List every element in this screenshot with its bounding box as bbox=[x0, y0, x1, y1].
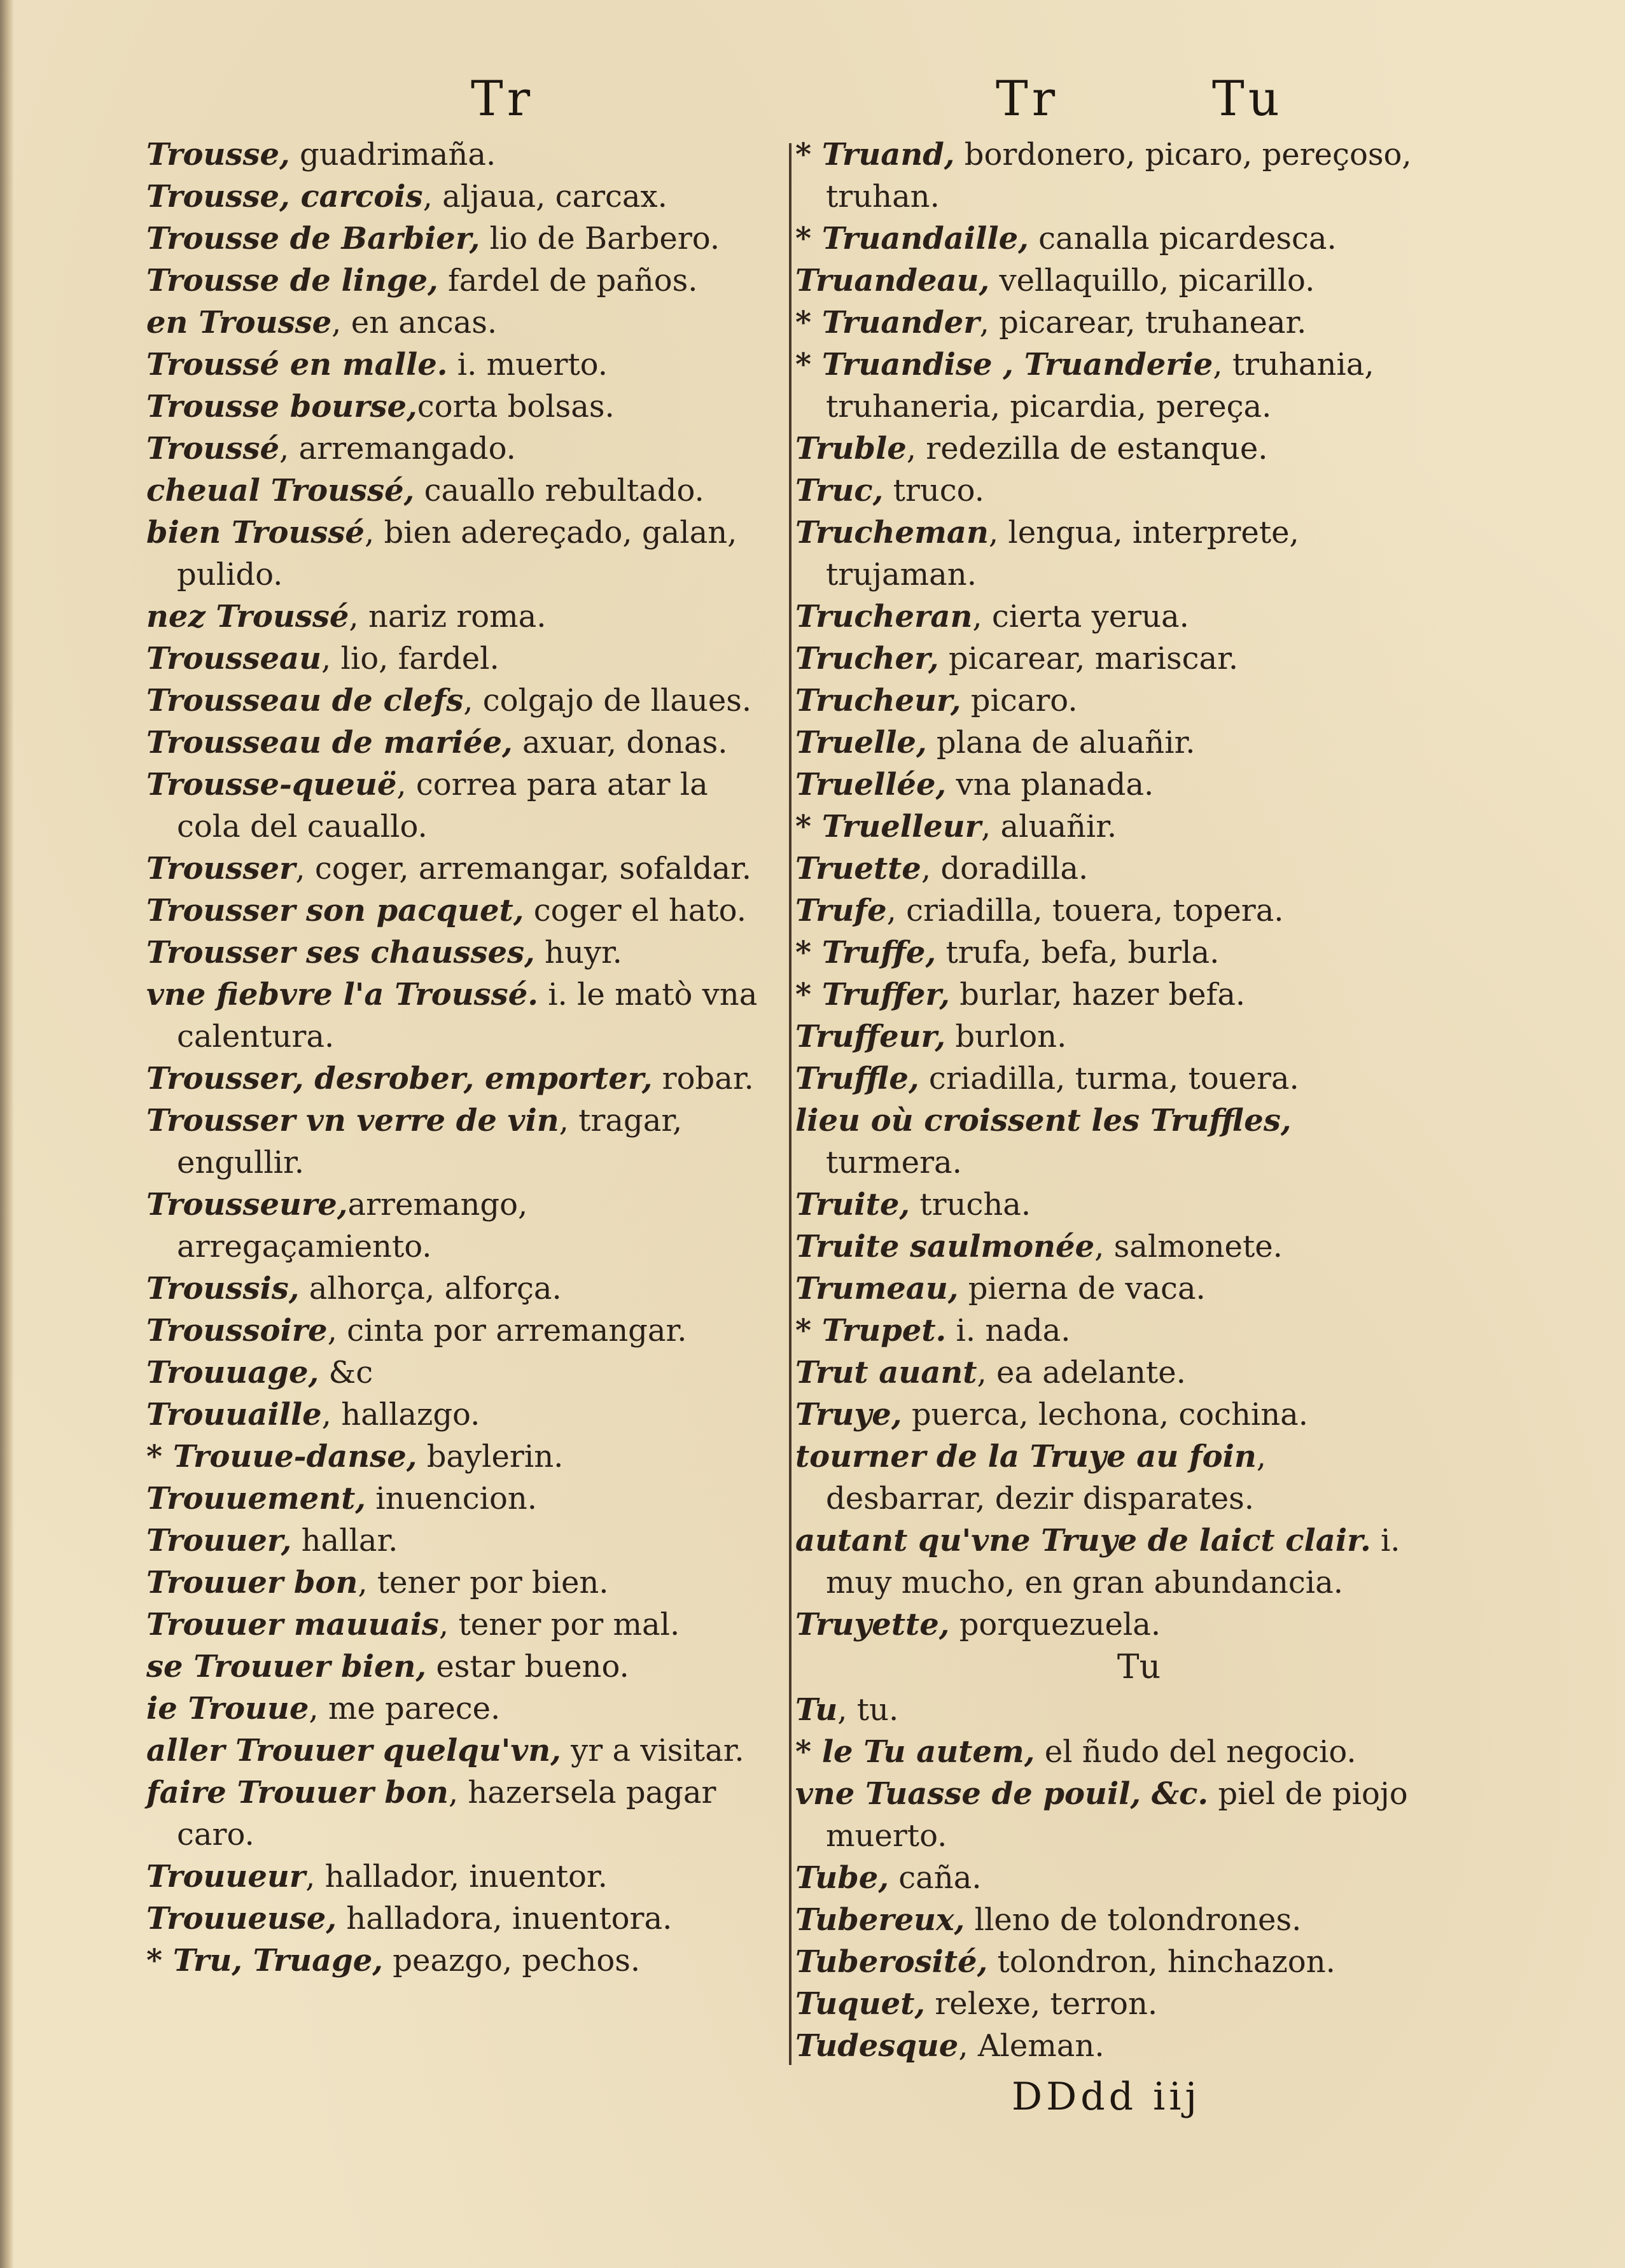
entry-translation: relexe, terron. bbox=[925, 1986, 1158, 2022]
binding-edge bbox=[0, 0, 14, 2268]
entry-translation: , aljaua, carcax. bbox=[422, 179, 667, 214]
dictionary-entry bbox=[795, 722, 1432, 764]
entry-headword: Truite saulmonée bbox=[795, 1229, 1095, 1264]
entry-headword: Trucher, bbox=[795, 641, 939, 676]
dictionary-entry bbox=[146, 1604, 779, 1646]
entry-headword: Tube, bbox=[795, 1860, 889, 1896]
running-head-right-a: Tr bbox=[996, 70, 1059, 127]
dictionary-entry bbox=[795, 428, 1432, 470]
dictionary-entry bbox=[795, 680, 1432, 722]
dictionary-entry bbox=[146, 260, 779, 302]
entry-headword: Trumeau, bbox=[795, 1271, 959, 1306]
entry-translation: , hallador, inuentor. bbox=[305, 1859, 608, 1894]
dictionary-entry bbox=[146, 134, 779, 176]
entry-translation: arremango, arregaçamiento. bbox=[177, 1187, 528, 1264]
entry-headword: Trousser ses chausses, bbox=[146, 935, 535, 970]
dictionary-entry bbox=[146, 1772, 779, 1856]
dictionary-entry bbox=[795, 764, 1432, 806]
entry-translation: , coger, arremangar, sofaldar. bbox=[295, 851, 751, 886]
entry-translation: , hazersela pagar caro. bbox=[177, 1775, 716, 1852]
left-column bbox=[146, 134, 779, 1982]
entry-headword: Trucheran bbox=[795, 599, 973, 634]
entry-translation: puerca, lechona, cochina. bbox=[902, 1397, 1309, 1432]
entry-translation: criadilla, turma, touera. bbox=[919, 1061, 1299, 1096]
entry-translation: cauallo rebultado. bbox=[414, 473, 704, 508]
dictionary-entry bbox=[795, 1520, 1432, 1604]
entry-headword: Truffle, bbox=[795, 1061, 919, 1096]
entry-headword: Truble bbox=[795, 431, 907, 466]
entry-translation: robar. bbox=[652, 1061, 754, 1096]
dictionary-entry bbox=[795, 1352, 1432, 1394]
entry-headword: se Trouuer bien, bbox=[146, 1649, 427, 1684]
entry-headword: Troussoire bbox=[146, 1313, 328, 1348]
entry-headword: Trousseau de clefs bbox=[146, 683, 464, 718]
dictionary-entry bbox=[795, 1689, 1432, 1731]
entry-translation: , cierta yerua. bbox=[972, 599, 1189, 634]
entry-headword: Trouuer mauuais bbox=[146, 1607, 439, 1642]
dictionary-entry bbox=[795, 1983, 1432, 2025]
entry-translation: , hallazgo. bbox=[321, 1397, 480, 1432]
dictionary-entry bbox=[795, 848, 1432, 890]
dictionary-entry bbox=[146, 1730, 779, 1772]
entry-headword: Truc, bbox=[795, 473, 884, 508]
entry-translation: trucha. bbox=[910, 1187, 1031, 1222]
entry-translation: , redezilla de estanque. bbox=[906, 431, 1268, 466]
dictionary-entry bbox=[146, 680, 779, 722]
dictionary-entry bbox=[146, 932, 779, 974]
entry-translation: , bien adereçado, galan, pulido. bbox=[177, 515, 737, 592]
dictionary-entry bbox=[146, 512, 779, 596]
entry-translation: tolondron, hinchazon. bbox=[987, 1944, 1336, 1980]
entry-translation: vna planada. bbox=[946, 767, 1154, 802]
dictionary-entry bbox=[146, 428, 779, 470]
entry-headword: Trucheman bbox=[795, 515, 989, 550]
dictionary-entry bbox=[146, 1058, 779, 1100]
dictionary-entry bbox=[795, 1058, 1432, 1100]
entry-headword: Trouueur bbox=[146, 1859, 306, 1894]
entry-headword: Tudesque bbox=[795, 2028, 959, 2064]
entry-headword: lieu où croissent les Truffles, bbox=[795, 1103, 1292, 1138]
entry-translation: , me parece. bbox=[309, 1691, 501, 1726]
entry-headword: Trousser son pacquet, bbox=[146, 893, 524, 928]
entry-headword: Trouuaille bbox=[146, 1397, 322, 1432]
entry-headword: cheual Troussé, bbox=[146, 473, 415, 508]
entry-headword: Tuquet, bbox=[795, 1986, 926, 2022]
dictionary-entry bbox=[795, 1899, 1432, 1941]
entry-headword: * Truand, bbox=[795, 137, 955, 172]
dictionary-entry bbox=[146, 1898, 779, 1940]
entry-headword: Trousser vn verre de vin bbox=[146, 1103, 559, 1138]
entry-translation: peazgo, pechos. bbox=[382, 1943, 641, 1978]
dictionary-entry bbox=[795, 1016, 1432, 1058]
entry-translation: , picarear, truhanear. bbox=[979, 305, 1307, 340]
dictionary-entry bbox=[146, 1520, 779, 1562]
entry-headword: en Trousse bbox=[146, 305, 332, 340]
entry-translation: , truhania, truhaneria, picardia, pereça. bbox=[826, 347, 1374, 424]
dictionary-entry bbox=[146, 764, 779, 848]
entry-translation: , correa para atar la cola del cauallo. bbox=[177, 767, 708, 844]
entry-headword: Trouuage, bbox=[146, 1355, 319, 1390]
entry-headword: Truye, bbox=[795, 1397, 902, 1432]
entry-translation: , tener por mal. bbox=[438, 1607, 680, 1642]
entry-translation: picarear, mariscar. bbox=[938, 641, 1239, 676]
dictionary-entry bbox=[146, 302, 779, 344]
entry-headword: Truffeur, bbox=[795, 1019, 946, 1054]
entry-translation: canalla picardesca. bbox=[1028, 221, 1337, 256]
dictionary-entry bbox=[146, 218, 779, 260]
dictionary-entry bbox=[795, 1394, 1432, 1436]
entry-headword: * Truander bbox=[795, 305, 980, 340]
entry-translation: bordonero, picaro, pereçoso, truhan. bbox=[826, 137, 1412, 214]
entry-translation: , en ancas. bbox=[331, 305, 498, 340]
entry-headword: Trousse de linge, bbox=[146, 263, 438, 298]
dictionary-entry bbox=[795, 1226, 1432, 1268]
entry-translation: piel de piojo muerto. bbox=[826, 1776, 1408, 1854]
dictionary-entry bbox=[795, 1436, 1432, 1520]
entry-translation: i. le matò vna calentura. bbox=[177, 977, 758, 1054]
entry-translation: guadrimaña. bbox=[289, 137, 496, 172]
dictionary-entry bbox=[146, 386, 779, 428]
entry-translation: , doradilla. bbox=[921, 851, 1089, 886]
entry-headword: Tu bbox=[795, 1692, 838, 1728]
entry-headword: * Tru, Truage, bbox=[146, 1943, 383, 1978]
entry-headword: Trousse-queuë bbox=[146, 767, 397, 802]
entry-headword: Troussis, bbox=[146, 1271, 300, 1306]
entry-translation: , criadilla, touera, topera. bbox=[886, 893, 1284, 928]
dictionary-entry bbox=[795, 932, 1432, 974]
dictionary-entry bbox=[146, 1478, 779, 1520]
entry-headword: nez Troussé bbox=[146, 599, 349, 634]
entry-headword: * le Tu autem, bbox=[795, 1734, 1035, 1770]
dictionary-entry bbox=[146, 848, 779, 890]
entry-translation: porquezuela. bbox=[949, 1607, 1161, 1642]
entry-translation: inuencion. bbox=[365, 1481, 538, 1516]
dictionary-entry bbox=[795, 470, 1432, 512]
dictionary-entry bbox=[146, 176, 779, 218]
entry-headword: * Truandaille, bbox=[795, 221, 1029, 256]
entry-headword: Troussé en malle. bbox=[146, 347, 448, 382]
entry-translation: huyr. bbox=[534, 935, 622, 970]
dictionary-entry bbox=[795, 974, 1432, 1016]
entry-translation: , ea adelante. bbox=[977, 1355, 1186, 1390]
running-head-left: Tr bbox=[471, 70, 534, 127]
entry-translation: hallar. bbox=[291, 1523, 398, 1558]
dictionary-entry bbox=[146, 1184, 779, 1268]
dictionary-entry bbox=[795, 806, 1432, 848]
dictionary-entry bbox=[146, 1268, 779, 1310]
entry-translation: el ñudo del negocio. bbox=[1035, 1734, 1356, 1770]
entry-translation: , tragar, engullir. bbox=[177, 1103, 683, 1180]
entry-headword: Trut auant bbox=[795, 1355, 977, 1390]
entry-translation: trufa, befa, burla. bbox=[936, 935, 1220, 970]
dictionary-entry bbox=[795, 2025, 1432, 2067]
entry-headword: Trouueuse, bbox=[146, 1901, 337, 1936]
entry-headword: Truite, bbox=[795, 1187, 910, 1222]
entry-translation: , aluañir. bbox=[980, 809, 1117, 844]
entry-translation: , lengua, interprete, trujaman. bbox=[826, 515, 1299, 592]
entry-headword: Trousse de Barbier, bbox=[146, 221, 480, 256]
dictionary-entry bbox=[146, 1646, 779, 1688]
dictionary-entry bbox=[795, 1604, 1432, 1646]
entry-translation: picaro. bbox=[961, 683, 1078, 718]
entry-headword: Trousseure, bbox=[146, 1187, 348, 1222]
entry-headword: Tubereux, bbox=[795, 1902, 965, 1938]
entry-translation: , tu. bbox=[837, 1692, 899, 1728]
dictionary-entry bbox=[795, 1857, 1432, 1899]
dictionary-entry bbox=[146, 1856, 779, 1898]
entry-headword: Trousse bourse, bbox=[146, 389, 417, 424]
dictionary-entry bbox=[146, 1940, 779, 1982]
dictionary-entry bbox=[795, 1941, 1432, 1983]
entry-translation: plana de aluañir. bbox=[926, 725, 1196, 760]
entry-translation: , colgajo de llaues. bbox=[463, 683, 752, 718]
entry-headword: ie Trouue bbox=[146, 1691, 309, 1726]
entry-headword: bien Troussé bbox=[146, 515, 365, 550]
entry-headword: Trouuer bon bbox=[146, 1565, 358, 1600]
dictionary-entry bbox=[795, 512, 1432, 596]
dictionary-entry bbox=[795, 890, 1432, 932]
entry-headword: Trousse, carcois bbox=[146, 179, 423, 214]
dictionary-entry bbox=[795, 260, 1432, 302]
entry-translation: alhorça, alforça. bbox=[299, 1271, 562, 1306]
column-divider bbox=[789, 143, 792, 2065]
entry-translation: coger el hato. bbox=[524, 893, 746, 928]
dictionary-entry bbox=[795, 596, 1432, 638]
entry-headword: Truyette, bbox=[795, 1607, 950, 1642]
entry-headword: Truandeau, bbox=[795, 263, 990, 298]
dictionary-entry bbox=[146, 1100, 779, 1184]
entry-translation: , desbarrar, dezir disparates. bbox=[826, 1439, 1266, 1516]
entry-translation: halladora, inuentora. bbox=[337, 1901, 673, 1936]
dictionary-entry bbox=[146, 1436, 779, 1478]
entry-translation: i. nada. bbox=[946, 1313, 1071, 1348]
entry-headword: Truelle, bbox=[795, 725, 927, 760]
running-head-right-b: Tu bbox=[1212, 70, 1283, 127]
entry-headword: Trousser, desrober, emporter, bbox=[146, 1061, 653, 1096]
entry-translation: yr a visitar. bbox=[561, 1733, 744, 1768]
entry-translation: baylerin. bbox=[417, 1439, 564, 1474]
dictionary-entry bbox=[795, 1731, 1432, 1773]
entry-translation: , salmonete. bbox=[1094, 1229, 1283, 1264]
dictionary-entry bbox=[146, 1310, 779, 1352]
entry-translation: lleno de tolondrones. bbox=[965, 1902, 1302, 1938]
dictionary-entry bbox=[795, 638, 1432, 680]
dictionary-entry bbox=[146, 1394, 779, 1436]
entry-headword: autant qu'vne Truye de laict clair. bbox=[795, 1523, 1371, 1558]
dictionary-entry bbox=[795, 1100, 1432, 1184]
dictionary-entry bbox=[146, 470, 779, 512]
entry-headword: Trouuer, bbox=[146, 1523, 292, 1558]
dictionary-entry bbox=[795, 1184, 1432, 1226]
entry-translation: , lio, fardel. bbox=[321, 641, 499, 676]
entry-headword: vne fiebvre l'a Troussé. bbox=[146, 977, 538, 1012]
entry-headword: Trufe bbox=[795, 893, 887, 928]
entry-headword: vne Tuasse de pouil, &c. bbox=[795, 1776, 1209, 1812]
right-column bbox=[795, 134, 1432, 2067]
dictionary-entry bbox=[146, 638, 779, 680]
entry-translation: turmera. bbox=[826, 1145, 962, 1180]
dictionary-entry bbox=[146, 344, 779, 386]
entry-translation: pierna de vaca. bbox=[958, 1271, 1206, 1306]
entry-headword: * Truffer, bbox=[795, 977, 950, 1012]
entry-headword: * Trupet. bbox=[795, 1313, 947, 1348]
section-heading: Tu bbox=[1117, 1648, 1161, 1686]
dictionary-entry bbox=[146, 1352, 779, 1394]
entry-translation: burlar, hazer befa. bbox=[949, 977, 1246, 1012]
dictionary-entry bbox=[146, 722, 779, 764]
entry-headword: Truette bbox=[795, 851, 921, 886]
entry-translation: , Aleman. bbox=[958, 2028, 1105, 2064]
dictionary-entry bbox=[795, 134, 1432, 218]
dictionary-entry bbox=[795, 344, 1432, 428]
entry-headword: * Trouue-danse, bbox=[146, 1439, 417, 1474]
entry-headword: * Truffe, bbox=[795, 935, 937, 970]
entry-translation: &c bbox=[319, 1355, 373, 1390]
dictionary-entry bbox=[146, 596, 779, 638]
entry-headword: Truellée, bbox=[795, 767, 947, 802]
entry-headword: Trousseau bbox=[146, 641, 322, 676]
dictionary-entry bbox=[795, 218, 1432, 260]
dictionary-entry bbox=[146, 1562, 779, 1604]
entry-translation: caña. bbox=[889, 1860, 982, 1896]
entry-translation: burlon. bbox=[945, 1019, 1067, 1054]
entry-headword: faire Trouuer bon bbox=[146, 1775, 449, 1810]
entry-translation: i. muerto. bbox=[447, 347, 608, 382]
entry-headword: Trouuement, bbox=[146, 1481, 366, 1516]
page-signature: DDdd iij bbox=[1012, 2075, 1201, 2119]
entry-translation: truco. bbox=[883, 473, 984, 508]
entry-headword: Trousseau de mariée, bbox=[146, 725, 513, 760]
dictionary-entry bbox=[795, 1268, 1432, 1310]
dictionary-entry bbox=[795, 302, 1432, 344]
dictionary-entry bbox=[146, 1688, 779, 1730]
dictionary-entry bbox=[795, 1773, 1432, 1857]
entry-headword: aller Trouuer quelqu'vn, bbox=[146, 1733, 561, 1768]
entry-headword: * Truelleur bbox=[795, 809, 981, 844]
entry-translation: estar bueno. bbox=[426, 1649, 629, 1684]
entry-translation: corta bolsas. bbox=[417, 389, 615, 424]
entry-headword: Tuberosité, bbox=[795, 1944, 988, 1980]
entry-translation: lio de Barbero. bbox=[480, 221, 720, 256]
entry-translation: , tener por bien. bbox=[358, 1565, 609, 1600]
dictionary-entry bbox=[795, 1310, 1432, 1352]
entry-translation: fardel de paños. bbox=[438, 263, 698, 298]
dictionary-entry bbox=[146, 974, 779, 1058]
entry-headword: * Truandise , Truanderie bbox=[795, 347, 1213, 382]
entry-translation: vellaquillo, picarillo. bbox=[989, 263, 1315, 298]
entry-translation: axuar, donas. bbox=[512, 725, 728, 760]
entry-headword: Trousser bbox=[146, 851, 296, 886]
entry-headword: Troussé bbox=[146, 431, 280, 466]
entry-headword: Trousse, bbox=[146, 137, 290, 172]
entry-translation: , arremangado. bbox=[279, 431, 516, 466]
entry-headword: Trucheur, bbox=[795, 683, 961, 718]
dictionary-entry bbox=[146, 890, 779, 932]
entry-headword: tourner de la Truye au foin bbox=[795, 1439, 1257, 1474]
entry-translation: i. muy mucho, en gran abundancia. bbox=[826, 1523, 1400, 1600]
entry-translation: , nariz roma. bbox=[349, 599, 547, 634]
entry-translation: , cinta por arremangar. bbox=[327, 1313, 687, 1348]
